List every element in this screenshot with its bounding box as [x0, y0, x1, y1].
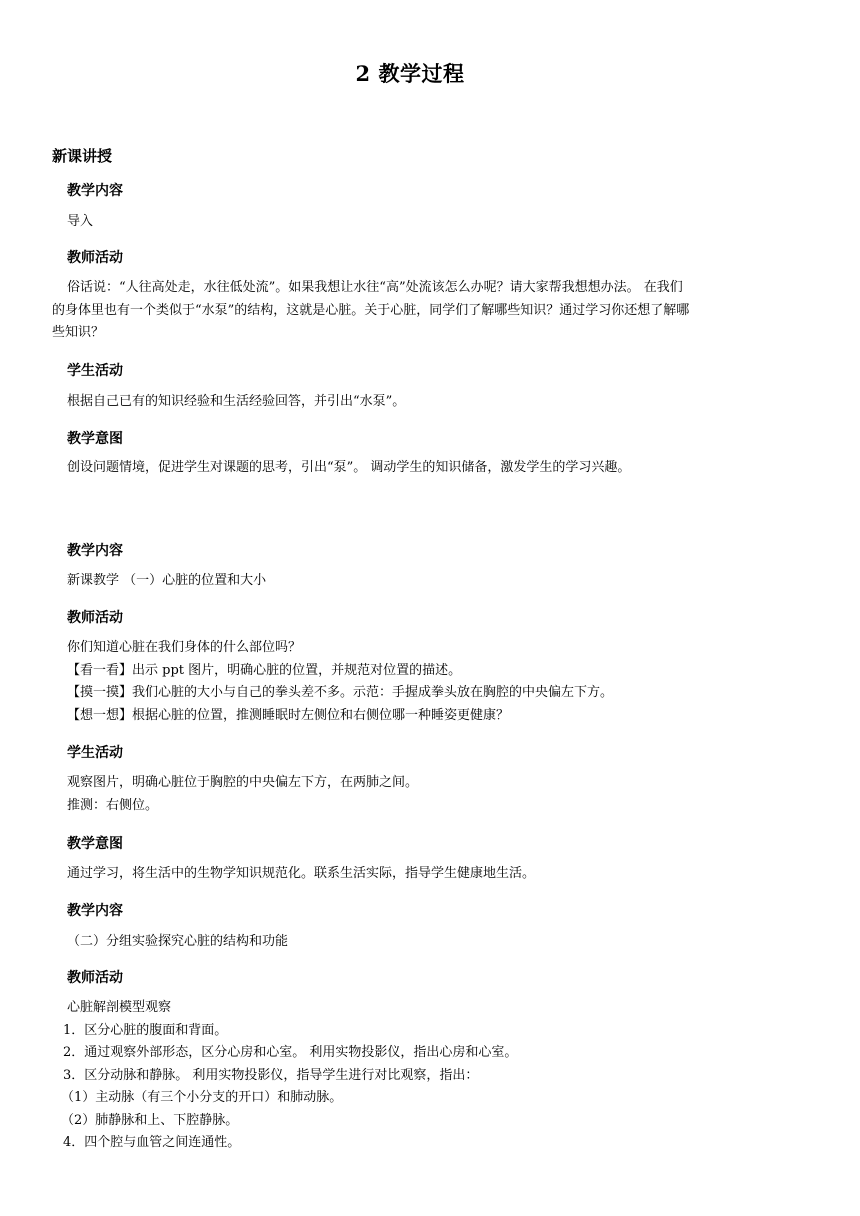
student-label-1: 学生活动 [67, 363, 123, 379]
teacher-line: 3．区分动脉和静脉。 利用实物投影仪，指导学生进行对比观察，指出： [63, 1067, 479, 1083]
content-text-3: （二）分组实验探究心脏的结构和功能 [67, 934, 289, 949]
intent-label-1: 教学意图 [67, 431, 123, 447]
intent-text-2: 通过学习，将生活中的生物学知识规范化。联系生活实际，指导学生健康地生活。 [67, 866, 536, 881]
student-line: 推测：右侧位。 [67, 797, 159, 813]
content-label-2: 教学内容 [67, 543, 123, 559]
student-text-1: 根据自己已有的知识经验和生活经验回答，并引出“水泵”。 [67, 394, 406, 409]
student-label-2: 学生活动 [67, 745, 123, 761]
teacher-line: 2．通过观察外部形态，区分心房和心室。 利用实物投影仪，指出心房和心室。 [63, 1045, 518, 1060]
content-text-2: 新课教学 （一）心脏的位置和大小 [67, 573, 267, 588]
teacher-line: （2）肺静脉和上、下腔静脉。 [61, 1112, 239, 1128]
section-heading: 新课讲授 [52, 147, 113, 165]
teacher-line: 【看一看】出示 ppt 图片，明确心脏的位置，并规范对位置的描述。 [67, 662, 462, 678]
teacher-text-2 [67, 637, 613, 727]
student-text-2 [67, 772, 418, 817]
teacher-text-3 [61, 997, 518, 1155]
page-title: 2 教学过程 [355, 61, 465, 86]
teacher-line: 的身体里也有一个类似于“水泵”的结构，这就是心脏。关于心脏，同学们了解哪些知识？通过学习你还想了解哪 [52, 302, 690, 318]
teacher-label-2: 教师活动 [67, 610, 123, 626]
teacher-line: 【摸一摸】我们心脏的大小与自己的拳头差不多。示范：手握成拳头放在胸腔的中央偏左下方。 [67, 685, 614, 700]
teacher-line: （1）主动脉（有三个小分支的开口）和肺动脉。 [61, 1090, 343, 1105]
teacher-line: 4．四个腔与血管之间连通性。 [63, 1135, 241, 1150]
intent-label-2: 教学意图 [67, 836, 123, 852]
teacher-line: 你们知道心脏在我们身体的什么部位吗？ [67, 640, 302, 655]
intent-text-1: 创设问题情境，促进学生对课题的思考，引出“泵”。 调动学生的知识储备，激发学生的学习兴趣。 [67, 460, 631, 475]
teacher-line: 些知识？ [52, 325, 105, 340]
student-line: 观察图片，明确心脏位于胸腔的中央偏左下方，在两肺之间。 [67, 775, 419, 790]
teacher-line: 心脏解剖模型观察 [67, 1000, 172, 1015]
teacher-line: 俗话说：“人往高处走，水往低处流”。如果我想让水往“高”处流该怎么办呢？请大家帮我想想办法。 在我们 [67, 280, 683, 295]
teacher-line: 1．区分心脏的腹面和背面。 [63, 1022, 228, 1038]
teacher-text-1 [52, 277, 812, 345]
content-text-1: 导入 [67, 214, 94, 229]
teacher-label-1: 教师活动 [67, 250, 123, 266]
teacher-line: 【想一想】根据心脏的位置，推测睡眠时左侧位和右侧位哪一种睡姿更健康？ [67, 707, 510, 723]
content-label-1: 教学内容 [67, 183, 123, 199]
content-label-3: 教学内容 [67, 903, 123, 919]
teacher-label-3: 教师活动 [67, 970, 123, 986]
